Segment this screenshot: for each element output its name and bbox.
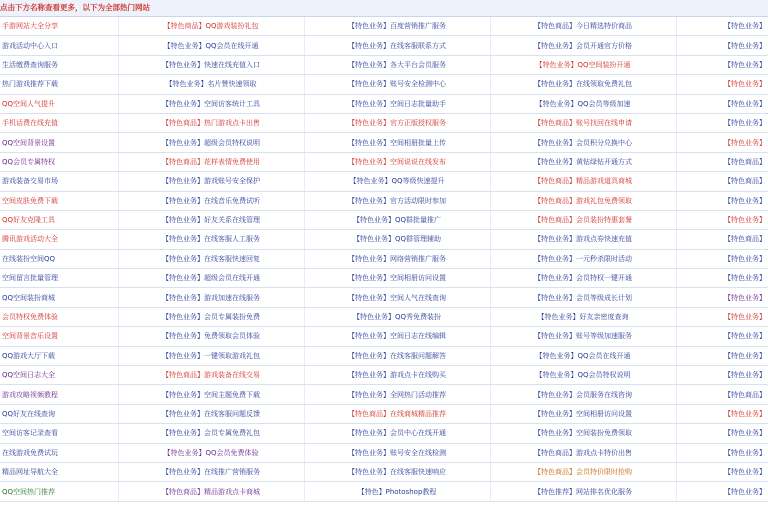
table-cell	[676, 249, 768, 268]
site-link[interactable]: 【特色商品】	[724, 235, 766, 244]
table-cell	[304, 249, 490, 268]
table-cell	[118, 75, 304, 94]
table-cell	[118, 366, 304, 385]
table-cell	[304, 482, 490, 501]
site-link[interactable]: 【特色业务】	[724, 468, 766, 477]
table-cell	[490, 210, 676, 229]
table-cell	[118, 443, 304, 462]
table-cell	[490, 94, 676, 113]
site-link[interactable]: 精品网址导航大全	[2, 468, 58, 477]
site-link[interactable]: 【特色业务】	[724, 254, 766, 263]
table-cell	[676, 230, 768, 249]
table-cell	[490, 346, 676, 365]
table-cell	[676, 346, 768, 365]
table-cell	[304, 133, 490, 152]
table-cell	[118, 36, 304, 55]
table-cell	[490, 152, 676, 171]
table-cell	[0, 443, 118, 462]
notice-text: 点击下方名称查看更多，以下为全部热门网站	[0, 3, 150, 12]
site-link[interactable]: 【特色业务】会员中心在线开通	[348, 429, 446, 438]
site-link[interactable]: 生活缴费查询服务	[2, 60, 58, 69]
table-cell	[490, 55, 676, 74]
site-link[interactable]: 【特色】Photoshop教程	[357, 487, 437, 496]
table-row	[0, 36, 768, 55]
table-cell	[0, 17, 118, 36]
table-cell	[490, 75, 676, 94]
table-cell	[490, 307, 676, 326]
site-link[interactable]: 【特色业务】	[724, 22, 766, 31]
site-link[interactable]: QQ好友在线查询	[2, 410, 56, 418]
site-link[interactable]: 【特色业务】在线客服快速响应	[348, 468, 446, 477]
table-cell	[490, 113, 676, 132]
table-row	[0, 424, 768, 443]
table-cell	[676, 36, 768, 55]
site-link[interactable]: 【特色推荐】网站排名优化服务	[534, 487, 632, 496]
site-link[interactable]: 【特色业务】	[724, 41, 766, 50]
site-link[interactable]: 【特色业务】QQ秀免费装扮	[352, 313, 442, 322]
table-cell	[304, 462, 490, 481]
site-link[interactable]: 【特色业务】黄钻绿钻开通方式	[534, 157, 632, 166]
table-row	[0, 133, 768, 152]
site-link[interactable]: 【特色业务】	[724, 119, 766, 128]
table-cell	[490, 172, 676, 191]
site-link[interactable]: QQ空间装扮商城	[2, 293, 56, 302]
table-cell	[676, 385, 768, 404]
table-cell	[0, 424, 118, 443]
site-link[interactable]: 【特色商品】游戏点卡特价出售	[534, 448, 632, 457]
site-link[interactable]: 游戏装备交易市场	[2, 177, 58, 186]
table-cell	[118, 327, 304, 346]
table-cell	[676, 94, 768, 113]
site-link[interactable]: 【特色商品】QQ游戏装扮礼包	[163, 22, 259, 31]
table-cell	[490, 327, 676, 346]
site-link[interactable]: 【特色业务】空间日志批量助手	[348, 99, 446, 108]
table-cell	[304, 307, 490, 326]
table-row	[0, 307, 768, 326]
table-cell	[490, 366, 676, 385]
table-cell	[304, 288, 490, 307]
site-link[interactable]: 【特色业务】游戏加速在线服务	[162, 293, 260, 302]
table-cell	[0, 269, 118, 288]
table-cell	[490, 404, 676, 423]
site-link[interactable]: 【特色业务】网络营销推广服务	[348, 254, 446, 263]
site-link[interactable]: 【特色商品】在线商城精品推荐	[348, 410, 446, 418]
site-link[interactable]: 【特色业务】	[724, 487, 766, 496]
table-row	[0, 191, 768, 210]
table-cell	[676, 307, 768, 326]
table-cell	[0, 75, 118, 94]
site-link[interactable]: 【特色业务】好友关系在线管理	[162, 216, 260, 225]
table-cell	[676, 269, 768, 288]
site-link[interactable]: 【特色业务】会员服务在线咨询	[534, 390, 632, 399]
site-link[interactable]: 【特色业务】账号安全在线检测	[348, 448, 446, 457]
table-row	[0, 230, 768, 249]
site-link[interactable]: 【特色业务】空间相册访问设置	[534, 410, 632, 418]
table-row	[0, 443, 768, 462]
site-link[interactable]: 【特色业务】超级会员在线开通	[162, 274, 260, 283]
site-link[interactable]: 【特色业务】在线客服问题解答	[348, 351, 446, 360]
site-link[interactable]: 【特色业务】QQ会员免费体验	[163, 448, 259, 457]
site-link[interactable]: 【特色业务】一键领取游戏礼包	[162, 351, 260, 360]
table-cell	[0, 346, 118, 365]
site-link[interactable]: 【特色业务】在线推广营销服务	[162, 468, 260, 477]
table-cell	[118, 191, 304, 210]
site-link[interactable]: 【特色业务】游戏账号安全保护	[162, 177, 260, 186]
table-cell	[676, 75, 768, 94]
site-link[interactable]: 【特色业务】	[724, 274, 766, 283]
table-cell	[118, 17, 304, 36]
table-cell	[118, 307, 304, 326]
table-row	[0, 210, 768, 229]
table-cell	[0, 113, 118, 132]
site-link[interactable]: 【特色业务】账号等级加速服务	[534, 332, 632, 341]
table-cell	[490, 288, 676, 307]
site-link[interactable]: 【特色商品】今日精选特价商品	[534, 22, 632, 31]
table-cell	[118, 288, 304, 307]
site-link[interactable]: 【特色业务】在线客服人工服务	[162, 235, 260, 244]
table-cell	[304, 36, 490, 55]
table-cell	[490, 385, 676, 404]
table-cell	[676, 55, 768, 74]
site-link[interactable]: 【特色业务】	[724, 448, 766, 457]
site-link[interactable]: 【特色商品】	[724, 390, 766, 399]
site-link[interactable]: 【特色业务】空间人气在线查询	[348, 293, 446, 302]
table-cell	[304, 424, 490, 443]
site-link[interactable]: 【特色商品】游戏礼包免费领取	[534, 196, 632, 205]
site-link[interactable]: 【特色业务】好友亲密度查询	[537, 313, 629, 322]
table-row	[0, 152, 768, 171]
table-cell	[118, 385, 304, 404]
site-link[interactable]: 【特色业务】在线音乐免费试听	[162, 196, 260, 205]
table-cell	[490, 482, 676, 501]
site-link[interactable]: 【特色商品】游戏装备在线交易	[162, 371, 260, 380]
table-cell	[0, 385, 118, 404]
site-link[interactable]: 【特色业务】	[724, 332, 766, 341]
table-cell	[0, 191, 118, 210]
site-link[interactable]: 【特色业务】游戏点券快速充值	[534, 235, 632, 244]
table-row	[0, 288, 768, 307]
table-cell	[490, 17, 676, 36]
site-link[interactable]: 【特色业务】	[724, 80, 766, 89]
site-link[interactable]: QQ空间人气提升	[2, 99, 56, 108]
site-link[interactable]: 【特色业务】QQ群管理辅助	[352, 235, 442, 244]
table-cell	[304, 327, 490, 346]
table-cell	[490, 36, 676, 55]
site-link[interactable]: 【特色业务】QQ会员特权说明	[535, 371, 631, 380]
site-link[interactable]: 【特色业务】	[724, 429, 766, 438]
site-link[interactable]: 【特色业务】	[724, 371, 766, 380]
link-grid	[0, 17, 768, 502]
table-cell	[0, 36, 118, 55]
site-link[interactable]: 【特色业务】	[724, 60, 766, 69]
site-link[interactable]: 在线游戏免费试玩	[2, 448, 58, 457]
table-cell	[0, 327, 118, 346]
site-link[interactable]: 【特色业务】会员积分兑换中心	[534, 138, 632, 147]
table-cell	[304, 75, 490, 94]
table-cell	[676, 152, 768, 171]
table-cell	[676, 17, 768, 36]
table-cell	[676, 443, 768, 462]
table-row	[0, 113, 768, 132]
site-link[interactable]: 【特色业务】官方活动限时参加	[348, 196, 446, 205]
site-link[interactable]: 【特色业务】QQ会员等级加速	[535, 99, 631, 108]
site-link[interactable]: 【特色商品】花样表情免费使用	[162, 157, 260, 166]
site-link[interactable]: 【特色业务】	[724, 410, 766, 418]
table-row	[0, 249, 768, 268]
table-cell	[0, 210, 118, 229]
site-link[interactable]: 【特色业务】在线领取免费礼包	[534, 80, 632, 89]
table-cell	[304, 152, 490, 171]
table-cell	[304, 346, 490, 365]
site-link[interactable]: 【特色业务】名片赞快速领取	[165, 80, 257, 89]
table-cell	[676, 133, 768, 152]
site-link[interactable]: 【特色业务】会员专属免费礼包	[162, 429, 260, 438]
site-link[interactable]: 【特色业务】百度营销推广服务	[348, 22, 446, 31]
site-link[interactable]: 【特色业务】	[724, 293, 766, 302]
site-link[interactable]: 【特色业务】全网热门活动推荐	[348, 390, 446, 399]
site-link[interactable]: 【特色业务】	[724, 351, 766, 360]
site-link[interactable]: 【特色业务】空间访客统计工具	[162, 99, 260, 108]
table-cell	[0, 307, 118, 326]
table-cell	[304, 443, 490, 462]
site-link[interactable]: 【特色业务】QQ空间装扮开通	[535, 60, 631, 69]
table-cell	[304, 55, 490, 74]
table-cell	[0, 288, 118, 307]
site-link[interactable]: 在线装扮空间QQ	[2, 254, 56, 263]
site-link[interactable]: 【特色业务】游戏点卡在线购买	[348, 371, 446, 380]
table-cell	[676, 288, 768, 307]
table-cell	[118, 462, 304, 481]
site-link[interactable]: 【特色商品】	[724, 157, 766, 166]
table-cell	[118, 55, 304, 74]
table-cell	[0, 55, 118, 74]
table-cell	[490, 462, 676, 481]
site-link[interactable]: 【特色业务】各大平台会员服务	[348, 60, 446, 69]
table-cell	[304, 385, 490, 404]
table-row	[0, 404, 768, 423]
table-row	[0, 462, 768, 481]
table-cell	[0, 366, 118, 385]
site-link[interactable]: 会员特权免费体验	[2, 313, 58, 322]
table-cell	[676, 366, 768, 385]
table-cell	[490, 269, 676, 288]
site-link[interactable]: 【特色业务】空间装扮免费领取	[534, 429, 632, 438]
table-cell	[0, 230, 118, 249]
site-link[interactable]: 【特色业务】QQ会员在线开通	[163, 41, 259, 50]
table-cell	[676, 113, 768, 132]
site-link[interactable]: 【特色业务】空间相册访问设置	[348, 274, 446, 283]
table-row	[0, 346, 768, 365]
site-link[interactable]: 腾讯游戏活动大全	[2, 235, 58, 244]
table-row	[0, 269, 768, 288]
site-link[interactable]: 空间访客记录查看	[2, 429, 58, 438]
site-link[interactable]: QQ空间日志大全	[2, 371, 56, 380]
table-cell	[304, 191, 490, 210]
table-row	[0, 366, 768, 385]
table-cell	[118, 249, 304, 268]
table-cell	[118, 210, 304, 229]
table-cell	[118, 172, 304, 191]
site-link[interactable]: QQ会员专属特权	[2, 157, 56, 166]
table-cell	[676, 482, 768, 501]
table-cell	[118, 482, 304, 501]
site-link[interactable]: 【特色商品】精品游戏点卡商城	[162, 487, 260, 496]
table-cell	[676, 327, 768, 346]
site-link[interactable]: 【特色业务】会员专属装扮免费	[162, 313, 260, 322]
site-link[interactable]: QQ空间背景设置	[2, 138, 56, 147]
table-cell	[304, 94, 490, 113]
table-cell	[118, 152, 304, 171]
table-cell	[0, 249, 118, 268]
site-link[interactable]: 热门游戏推荐下载	[2, 80, 58, 89]
table-cell	[304, 113, 490, 132]
site-link[interactable]: 【特色业务】在线客服问题反馈	[162, 410, 260, 418]
site-link[interactable]: 【特色业务】官方正版授权服务	[348, 119, 446, 128]
site-link[interactable]: QQ空间热门推荐	[2, 487, 56, 496]
table-cell	[676, 424, 768, 443]
site-link[interactable]: 【特色业务】	[724, 313, 766, 322]
site-link[interactable]: 游戏攻略视频教程	[2, 390, 58, 399]
table-row	[0, 75, 768, 94]
notice-banner	[0, 0, 768, 17]
table-cell	[490, 191, 676, 210]
site-link[interactable]: 【特色业务】QQ群批量推广	[352, 216, 442, 225]
table-row	[0, 172, 768, 191]
table-cell	[0, 152, 118, 171]
site-link[interactable]: 【特色业务】空间相册批量上传	[348, 138, 446, 147]
table-cell	[304, 366, 490, 385]
site-link[interactable]: 空间留言批量管理	[2, 274, 58, 283]
table-cell	[118, 346, 304, 365]
site-link[interactable]: 空间背景音乐设置	[2, 332, 58, 341]
site-link[interactable]: 手机话费在线充值	[2, 119, 58, 128]
table-cell	[0, 172, 118, 191]
table-cell	[118, 133, 304, 152]
site-link[interactable]: 手游网站大全分享	[2, 22, 58, 31]
site-link[interactable]: 【特色商品】账号找回在线申请	[534, 119, 632, 128]
site-link[interactable]: QQ好友克隆工具	[2, 216, 56, 225]
table-cell	[118, 424, 304, 443]
table-cell	[0, 133, 118, 152]
site-link[interactable]: 【特色业务】空间日志在线编辑	[348, 332, 446, 341]
table-cell	[0, 462, 118, 481]
table-cell	[0, 94, 118, 113]
site-link[interactable]: 【特色业务】空间说说在线发布	[348, 157, 446, 166]
site-link[interactable]: 空间皮肤免费下载	[2, 196, 58, 205]
site-link[interactable]: 【特色商品】会员特价限时抢购	[534, 468, 632, 477]
table-cell	[304, 172, 490, 191]
site-link[interactable]: 【特色商品】	[724, 177, 766, 186]
site-link[interactable]: 【特色业务】会员开通官方价格	[534, 41, 632, 50]
table-row	[0, 17, 768, 36]
table-cell	[304, 269, 490, 288]
table-cell	[676, 462, 768, 481]
site-link[interactable]: 【特色业务】在线客服联系方式	[348, 41, 446, 50]
site-link[interactable]: 【特色业务】会员等级成长计划	[534, 293, 632, 302]
table-cell	[304, 230, 490, 249]
table-cell	[490, 249, 676, 268]
table-cell	[304, 210, 490, 229]
table-cell	[304, 404, 490, 423]
site-link[interactable]: 游戏活动中心入口	[2, 41, 58, 50]
site-link[interactable]: 【特色业务】一元秒杀限时活动	[534, 254, 632, 263]
site-link[interactable]: 【特色业务】	[724, 138, 766, 147]
table-row	[0, 482, 768, 501]
table-cell	[676, 210, 768, 229]
table-cell	[118, 269, 304, 288]
site-link[interactable]: 【特色业务】	[724, 216, 766, 225]
table-row	[0, 385, 768, 404]
table-cell	[490, 133, 676, 152]
table-cell	[490, 230, 676, 249]
table-cell	[0, 482, 118, 501]
site-link[interactable]: 【特色业务】空间主题免费下载	[162, 390, 260, 399]
table-row	[0, 94, 768, 113]
table-cell	[490, 424, 676, 443]
site-link[interactable]: 【特色业务】QQ会员在线开通	[535, 351, 631, 360]
site-link[interactable]: 【特色商品】精品游戏道具商城	[534, 177, 632, 186]
table-cell	[118, 113, 304, 132]
site-link[interactable]: 【特色业务】在线客服快速回复	[162, 254, 260, 263]
site-link[interactable]: 【特色业务】	[724, 196, 766, 205]
table-cell	[490, 443, 676, 462]
table-cell	[676, 191, 768, 210]
table-cell	[118, 94, 304, 113]
table-cell	[676, 172, 768, 191]
site-link[interactable]: 【特色业务】会员特权一键开通	[534, 274, 632, 283]
site-link[interactable]: 【特色业务】QQ等级快速提升	[349, 177, 445, 186]
table-cell	[118, 404, 304, 423]
site-link[interactable]: 【特色业务】快速在线充值入口	[162, 60, 260, 69]
site-link[interactable]: 【特色商品】热门游戏点卡出售	[162, 119, 260, 128]
table-cell	[304, 17, 490, 36]
table-row	[0, 55, 768, 74]
site-link[interactable]: 【特色业务】	[724, 99, 766, 108]
site-link[interactable]: QQ游戏大厅下载	[2, 351, 56, 360]
table-row	[0, 327, 768, 346]
table-cell	[0, 404, 118, 423]
site-link[interactable]: 【特色业务】免费领取会员体验	[162, 332, 260, 341]
site-link[interactable]: 【特色业务】超级会员特权说明	[162, 138, 260, 147]
site-link[interactable]: 【特色商品】会员装扮特惠套餐	[534, 216, 632, 225]
site-link[interactable]: 【特色业务】账号安全检测中心	[348, 80, 446, 89]
table-cell	[118, 230, 304, 249]
table-cell	[676, 404, 768, 423]
